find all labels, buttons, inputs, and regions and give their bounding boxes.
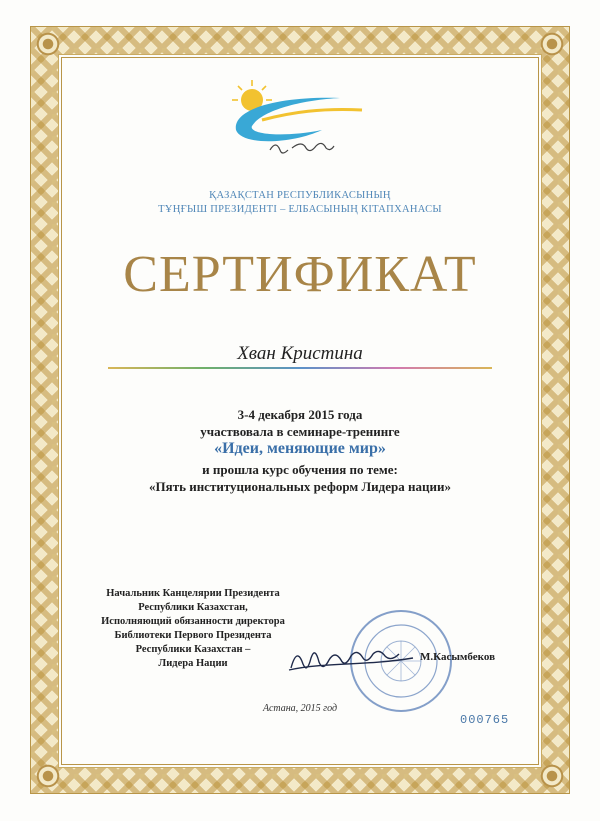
name-underline (108, 367, 492, 369)
signatory-title (78, 587, 308, 671)
library-logo (222, 78, 372, 178)
serial-number: 000765 (460, 713, 510, 727)
course-intro: и прошла курс обучения по теме: (202, 462, 398, 477)
corner-ornament (538, 30, 566, 58)
signatory-line: Республики Казахстан – (135, 644, 251, 655)
corner-ornament (34, 30, 62, 58)
signatory-line: Лидера Нации (158, 658, 228, 669)
logo-signature-icon (270, 143, 334, 153)
signatory-line: Начальник Канцелярии Президента (106, 588, 280, 599)
course-topic: «Пять институциональных реформ Лидера нации» (149, 479, 451, 494)
corner-ornament (34, 762, 62, 790)
certificate-title: СЕРТИФИКАТ (123, 246, 477, 303)
participation-text: участвовала в семинаре-тренинге (200, 424, 400, 439)
org-name-line2: ТҰҢҒЫШ ПРЕЗИДЕНТІ – ЕЛБАСЫНЫҢ КІТАПХАНАСЫ (158, 204, 442, 215)
recipient-name: Хван Кристина (237, 343, 363, 364)
signatory-line: Республики Казахстан, (138, 602, 248, 613)
signatory-line: Исполняющий обязанности директора (101, 616, 285, 627)
corner-ornament (538, 762, 566, 790)
event-date: 3-4 декабря 2015 года (237, 407, 363, 422)
place-and-year: Астана, 2015 год (262, 703, 338, 714)
signatory-line: Библиотеки Первого Президента (114, 630, 272, 641)
signer-name: М.Касымбеков (420, 651, 496, 663)
handwritten-signature-icon (285, 640, 415, 680)
org-name-line1: ҚАЗАҚСТАН РЕСПУБЛИКАСЫНЫҢ (209, 190, 391, 201)
event-title: «Идеи, меняющие мир» (214, 440, 386, 457)
